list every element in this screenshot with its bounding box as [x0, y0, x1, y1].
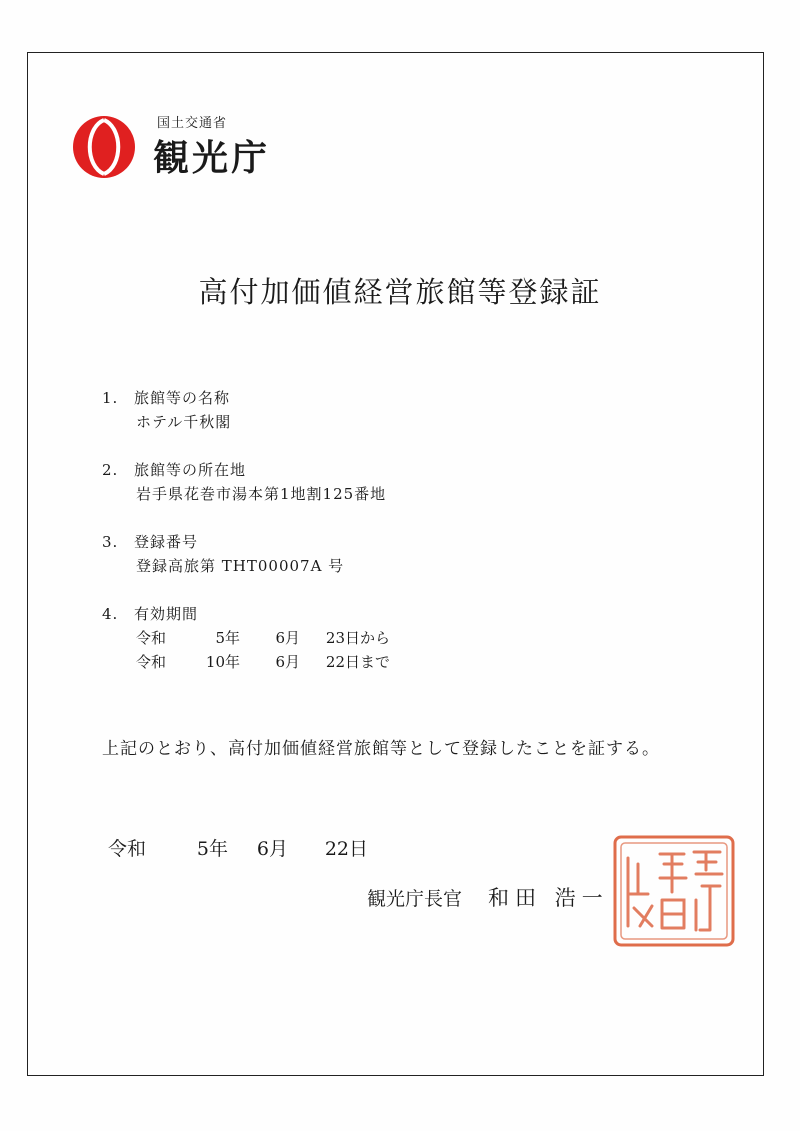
japan-tourism-agency-logo-icon [71, 114, 137, 180]
signer-title: 観光庁長官 [367, 888, 463, 910]
item-label: 旅館等の名称 [134, 389, 231, 407]
agency-logo [71, 108, 301, 178]
facility-name-value: ホテル千秋閣 [136, 413, 232, 431]
item-registration-number [102, 530, 390, 578]
item-number: 2. [102, 461, 119, 479]
item-facility-name [102, 386, 390, 434]
official-seal-icon [612, 834, 736, 948]
item-number: 3. [102, 533, 119, 551]
item-facility-address [102, 458, 390, 506]
validity-to: 令和 10年 6月 22日まで [136, 653, 390, 671]
certificate-title: 高付加価値経営旅館等登録証 [198, 275, 602, 309]
facility-address-value: 岩手県花巻市湯本第1地割125番地 [136, 485, 387, 503]
certification-statement: 上記のとおり、高付加価値経営旅館等として登録したことを証する。 [102, 739, 660, 759]
signer-name: 和田 浩一 [488, 886, 609, 910]
item-validity-period [102, 602, 390, 674]
item-number: 4. [102, 605, 119, 623]
item-label: 有効期間 [134, 605, 199, 623]
agency-name: 観光庁 [153, 138, 271, 179]
item-number: 1. [102, 389, 119, 407]
item-label: 登録番号 [134, 533, 199, 551]
validity-from: 令和 5年 6月 23日から [136, 629, 390, 647]
certificate-items [102, 386, 390, 698]
issue-date: 令和 5年 6月 22日 [108, 838, 368, 860]
item-label: 旅館等の所在地 [134, 461, 247, 479]
registration-number-value: 登録高旅第 THT00007A 号 [136, 557, 345, 575]
signatory [367, 882, 609, 912]
validity-period [102, 626, 390, 674]
ministry-name: 国土交通省 [157, 116, 228, 131]
